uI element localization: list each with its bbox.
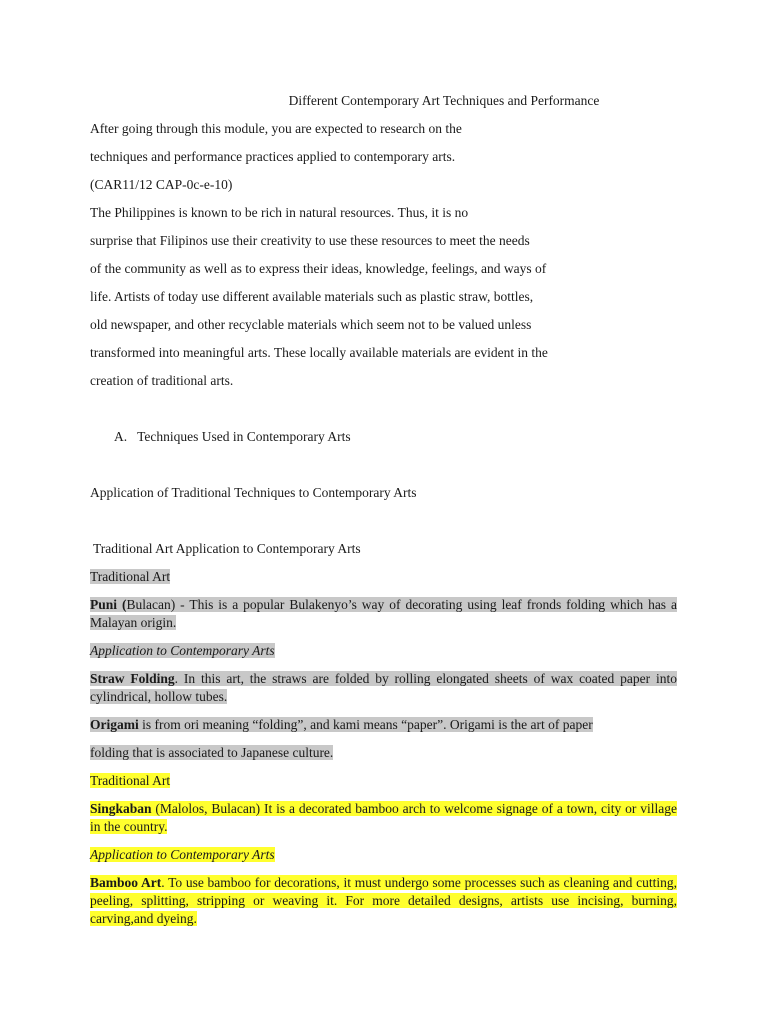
straw-folding-text: . In this art, the straws are folded by rolling elongated sheets of wax coated paper into cylindrical, hollow tubes.: [90, 671, 677, 704]
block2-traditional-label: [90, 772, 170, 790]
intro-line-1: After going through this module, you are expected to research on the: [90, 121, 462, 136]
bamboo-art-text: . To use bamboo for decorations, it must undergo some processes such as cleaning and cutting, peeling, splitting, stripping or weaving it. For more detailed designs, artists use incising, burning, carving,and dyeing.: [90, 875, 678, 926]
intro-line-10: creation of traditional arts.: [90, 373, 234, 388]
puni-paragraph: [90, 596, 677, 632]
section-a-heading: [114, 428, 351, 446]
section-a-marker: A.: [114, 429, 128, 444]
intro-line-6: of the community as well as to express their ideas, knowledge, feelings, and ways of: [90, 261, 547, 276]
intro-line-9: transformed into meaningful arts. These locally available materials are evident in the: [90, 345, 548, 360]
intro-line-4: The Philippines is known to be rich in natural resources. Thus, it is no: [90, 205, 469, 220]
section-a-label: Techniques Used in Contemporary Arts: [137, 429, 351, 444]
subheading: Application of Traditional Techniques to Contemporary Arts: [90, 485, 417, 500]
puni-term: Puni (: [90, 597, 127, 612]
block1-traditional-label-text: Traditional Art: [90, 569, 171, 584]
origami-text-2: folding that is associated to Japanese culture.: [90, 745, 334, 760]
puni-text: Bulacan) - This is a popular Bulakenyo’s way of decorating using leaf fronds folding which has a Malayan origin.: [90, 597, 678, 630]
origami-line-2: [90, 744, 333, 762]
block1-application-label-text: Application to Contemporary Arts: [90, 643, 275, 658]
block2-traditional-label-text: Traditional Art: [90, 773, 171, 788]
block2-application-label-text: Application to Contemporary Arts: [90, 847, 275, 862]
intro-line-7: life. Artists of today use different available materials such as plastic straw, bottles,: [90, 289, 534, 304]
document-title: Different Contemporary Art Techniques and Performance: [288, 93, 600, 108]
singkaban-text: (Malolos, Bulacan) It is a decorated bamboo arch to welcome signage of a town, city or village in the country.: [90, 801, 677, 834]
intro-line-2: techniques and performance practices applied to contemporary arts.: [90, 149, 456, 164]
block2-application-label: [90, 846, 275, 864]
block1-traditional-label: [90, 568, 170, 586]
origami-term: Origami: [90, 717, 139, 732]
table-heading: Traditional Art Application to Contemporary Arts: [93, 541, 361, 556]
bamboo-art-paragraph: [90, 874, 677, 928]
origami-text-1: is from ori meaning “folding”, and kami means “paper”. Origami is the art of paper: [138, 717, 593, 732]
origami-line-1: [90, 716, 593, 734]
intro-line-3: (CAR11/12 CAP-0c-e-10): [90, 177, 233, 192]
intro-line-8: old newspaper, and other recyclable materials which seem not to be valued unless: [90, 317, 532, 332]
straw-folding-paragraph: [90, 670, 677, 706]
block1-application-label: [90, 642, 275, 660]
intro-line-5: surprise that Filipinos use their creativity to use these resources to meet the needs: [90, 233, 530, 248]
singkaban-term: Singkaban: [90, 801, 152, 816]
straw-folding-term: Straw Folding: [90, 671, 175, 686]
singkaban-paragraph: [90, 800, 677, 836]
bamboo-art-term: Bamboo Art: [90, 875, 162, 890]
